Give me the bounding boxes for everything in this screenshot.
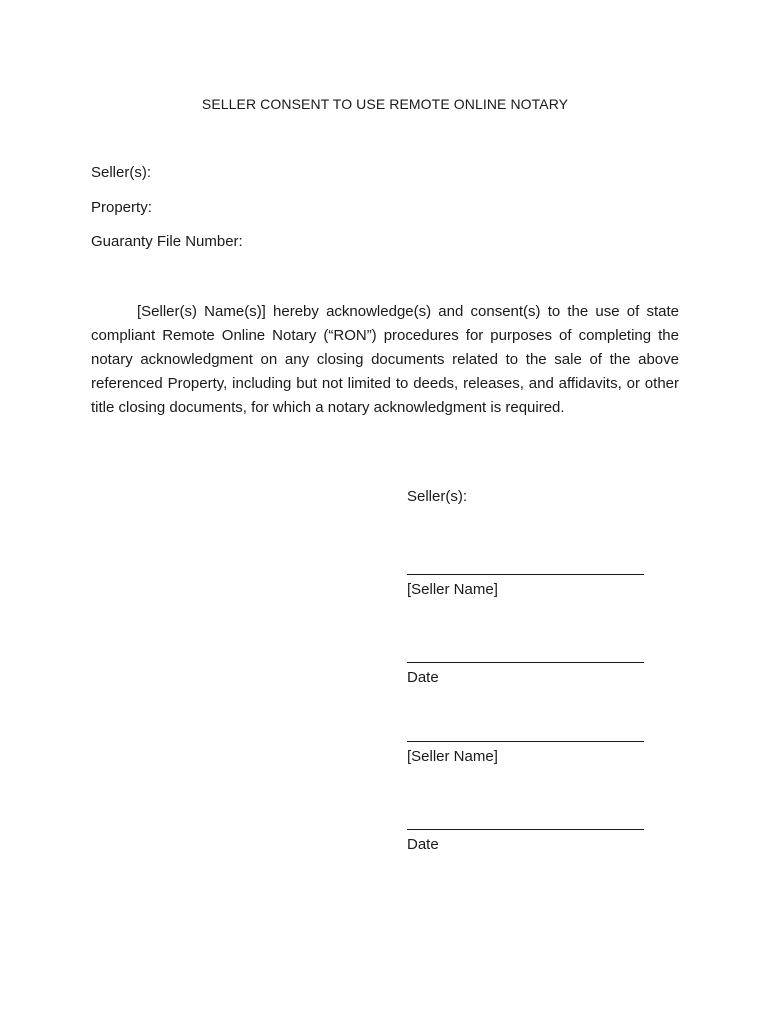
date-line (407, 648, 644, 663)
date-label: Date (407, 836, 439, 853)
guaranty-file-number-label: Guaranty File Number: (91, 233, 243, 250)
signature-heading: Seller(s): (407, 488, 468, 505)
signature-block-seller-1 (407, 560, 644, 599)
signature-label: [Seller Name] (407, 748, 498, 765)
date-label: Date (407, 669, 439, 686)
signature-block-date-2 (407, 815, 644, 854)
signature-block-date-1 (407, 648, 644, 687)
consent-paragraph: [Seller(s) Name(s)] hereby acknowledge(s) and consent(s) to the use of state compliant Remote Online Notary (“RON”) procedures for purposes of completing the notary acknowledgment on any closing documents related to the sale of the above referenced Property, including but not limited to deeds, releases, and affidavits, or other title closing documents, for which a notary acknowledgment is required. (91, 303, 679, 416)
signature-line (407, 560, 644, 575)
property-field-label: Property: (91, 199, 152, 216)
signature-line (407, 727, 644, 742)
date-line (407, 815, 644, 830)
sellers-field-label: Seller(s): (91, 164, 152, 181)
document-title: SELLER CONSENT TO USE REMOTE ONLINE NOTARY (201, 96, 569, 112)
signature-block-seller-2 (407, 727, 644, 766)
signature-label: [Seller Name] (407, 581, 498, 598)
